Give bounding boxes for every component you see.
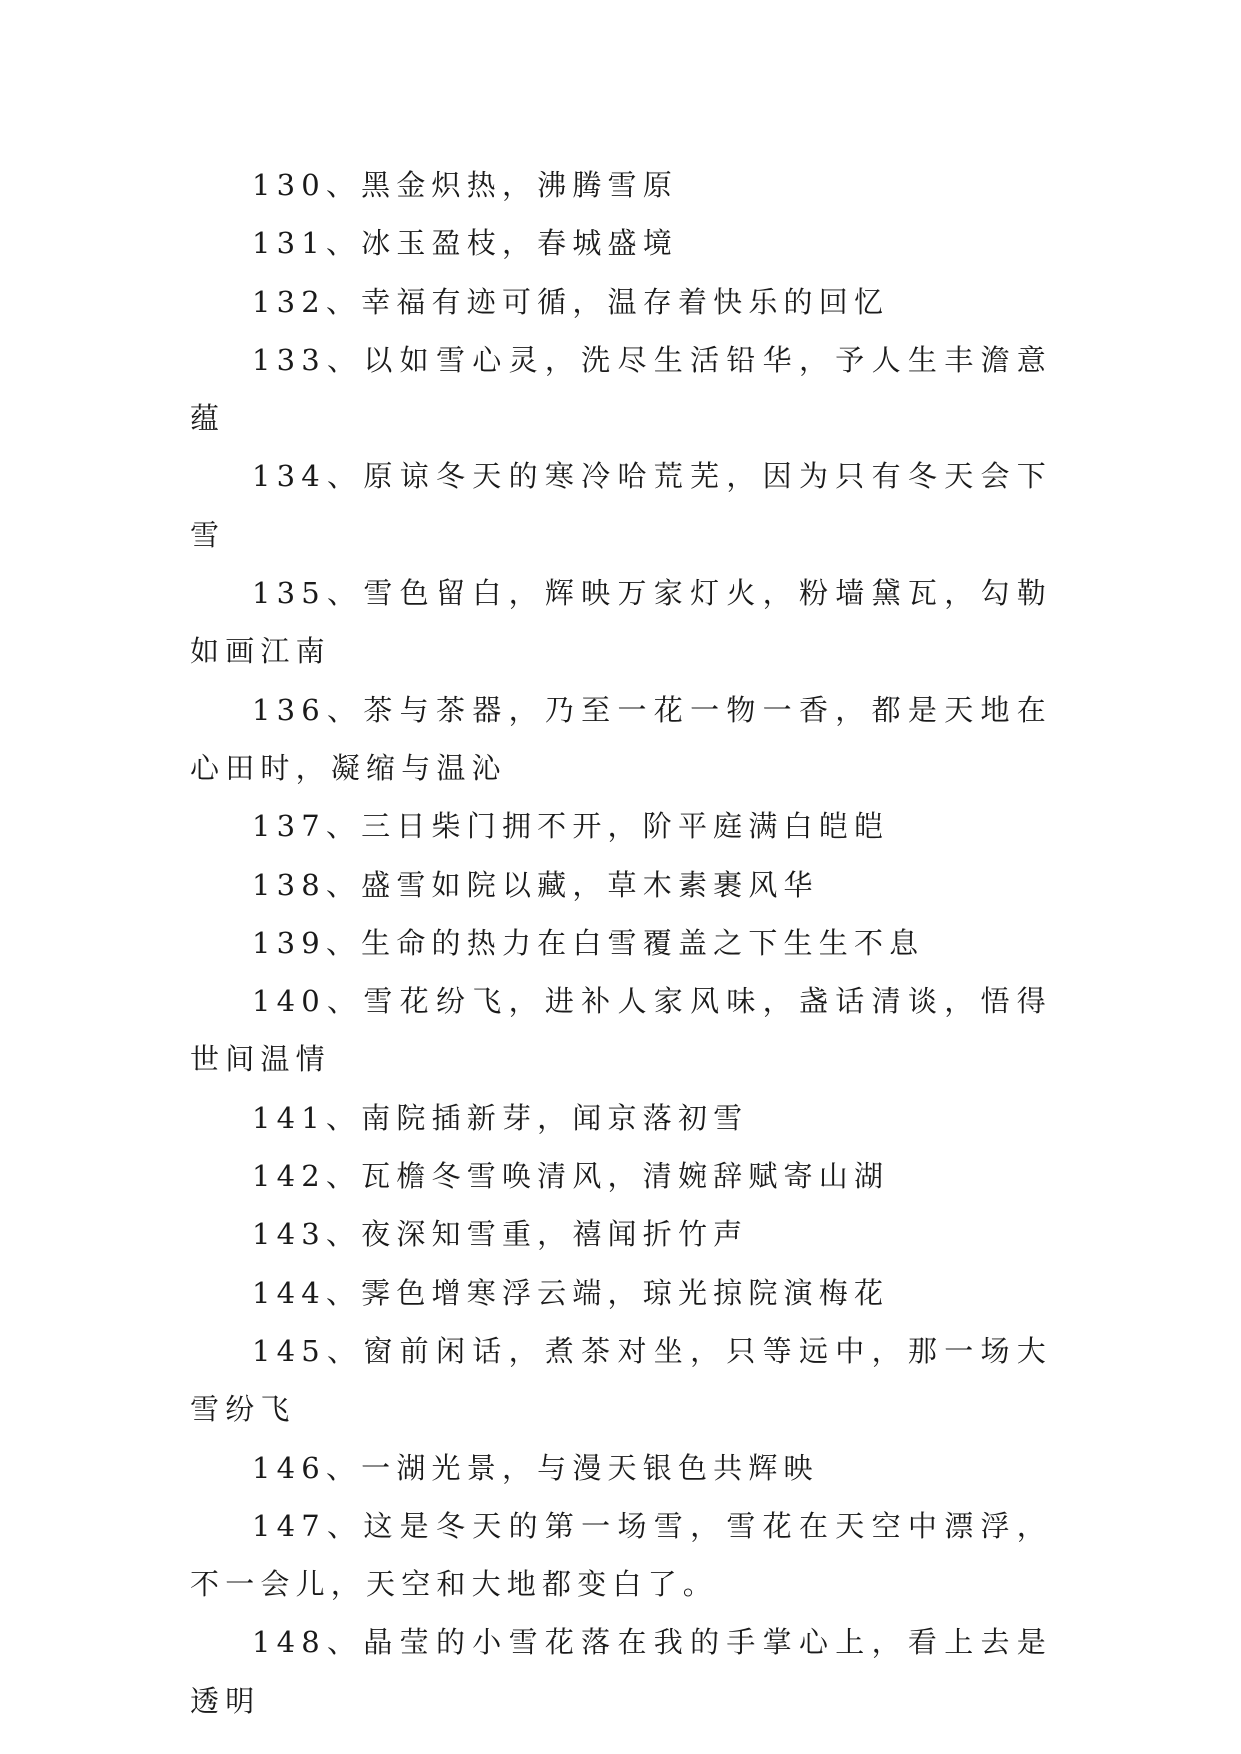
paragraph-141: 141、南院插新芽，闻京落初雪 xyxy=(252,1100,749,1135)
document-body xyxy=(190,156,1052,1730)
paragraph-136: 136、茶与茶器，乃至一花一物一香，都是天地在心田时，凝缩与温沁 xyxy=(190,692,1052,785)
paragraph-134: 134、原谅冬天的寒冷哈荒芜，因为只有冬天会下雪 xyxy=(190,459,1052,552)
paragraph-131: 131、冰玉盈枝，春城盛境 xyxy=(252,226,678,261)
paragraph-140: 140、雪花纷飞，进补人家风味，盏话清谈，悟得世间温情 xyxy=(190,984,1052,1077)
paragraph-138: 138、盛雪如院以藏，草木素裹风华 xyxy=(252,867,819,902)
paragraph-142: 142、瓦檐冬雪唤清风，清婉辞赋寄山湖 xyxy=(252,1159,890,1194)
paragraph-147: 147、这是冬天的第一场雪，雪花在天空中漂浮，不一会儿，天空和大地都变白了。 xyxy=(190,1508,1052,1602)
paragraph-137: 137、三日柴门拥不开，阶平庭满白皑皑 xyxy=(252,809,890,844)
paragraph-145: 145、窗前闲话，煮茶对坐，只等远中，那一场大雪纷飞 xyxy=(190,1333,1052,1427)
paragraph-146: 146、一湖光景，与漫天银色共辉映 xyxy=(252,1450,819,1485)
paragraph-148: 148、晶莹的小雪花落在我的手掌心上，看上去是透明 xyxy=(190,1625,1052,1718)
paragraph-144: 144、霁色增寒浮云端，琼光掠院演梅花 xyxy=(252,1275,890,1310)
paragraph-130: 130、黑金炽热，沸腾雪原 xyxy=(252,168,678,202)
paragraph-132: 132、幸福有迹可循，温存着快乐的回忆 xyxy=(252,284,890,319)
paragraph-135: 135、雪色留白，辉映万家灯火，粉墙黛瓦，勾勒如画江南 xyxy=(190,576,1052,669)
paragraph-143: 143、夜深知雪重，禧闻折竹声 xyxy=(252,1217,749,1252)
paragraph-139: 139、生命的热力在白雪覆盖之下生生不息 xyxy=(252,925,925,960)
paragraph-133: 133、以如雪心灵，洗尽生活铅华，予人生丰澹意蕴 xyxy=(190,342,1052,436)
